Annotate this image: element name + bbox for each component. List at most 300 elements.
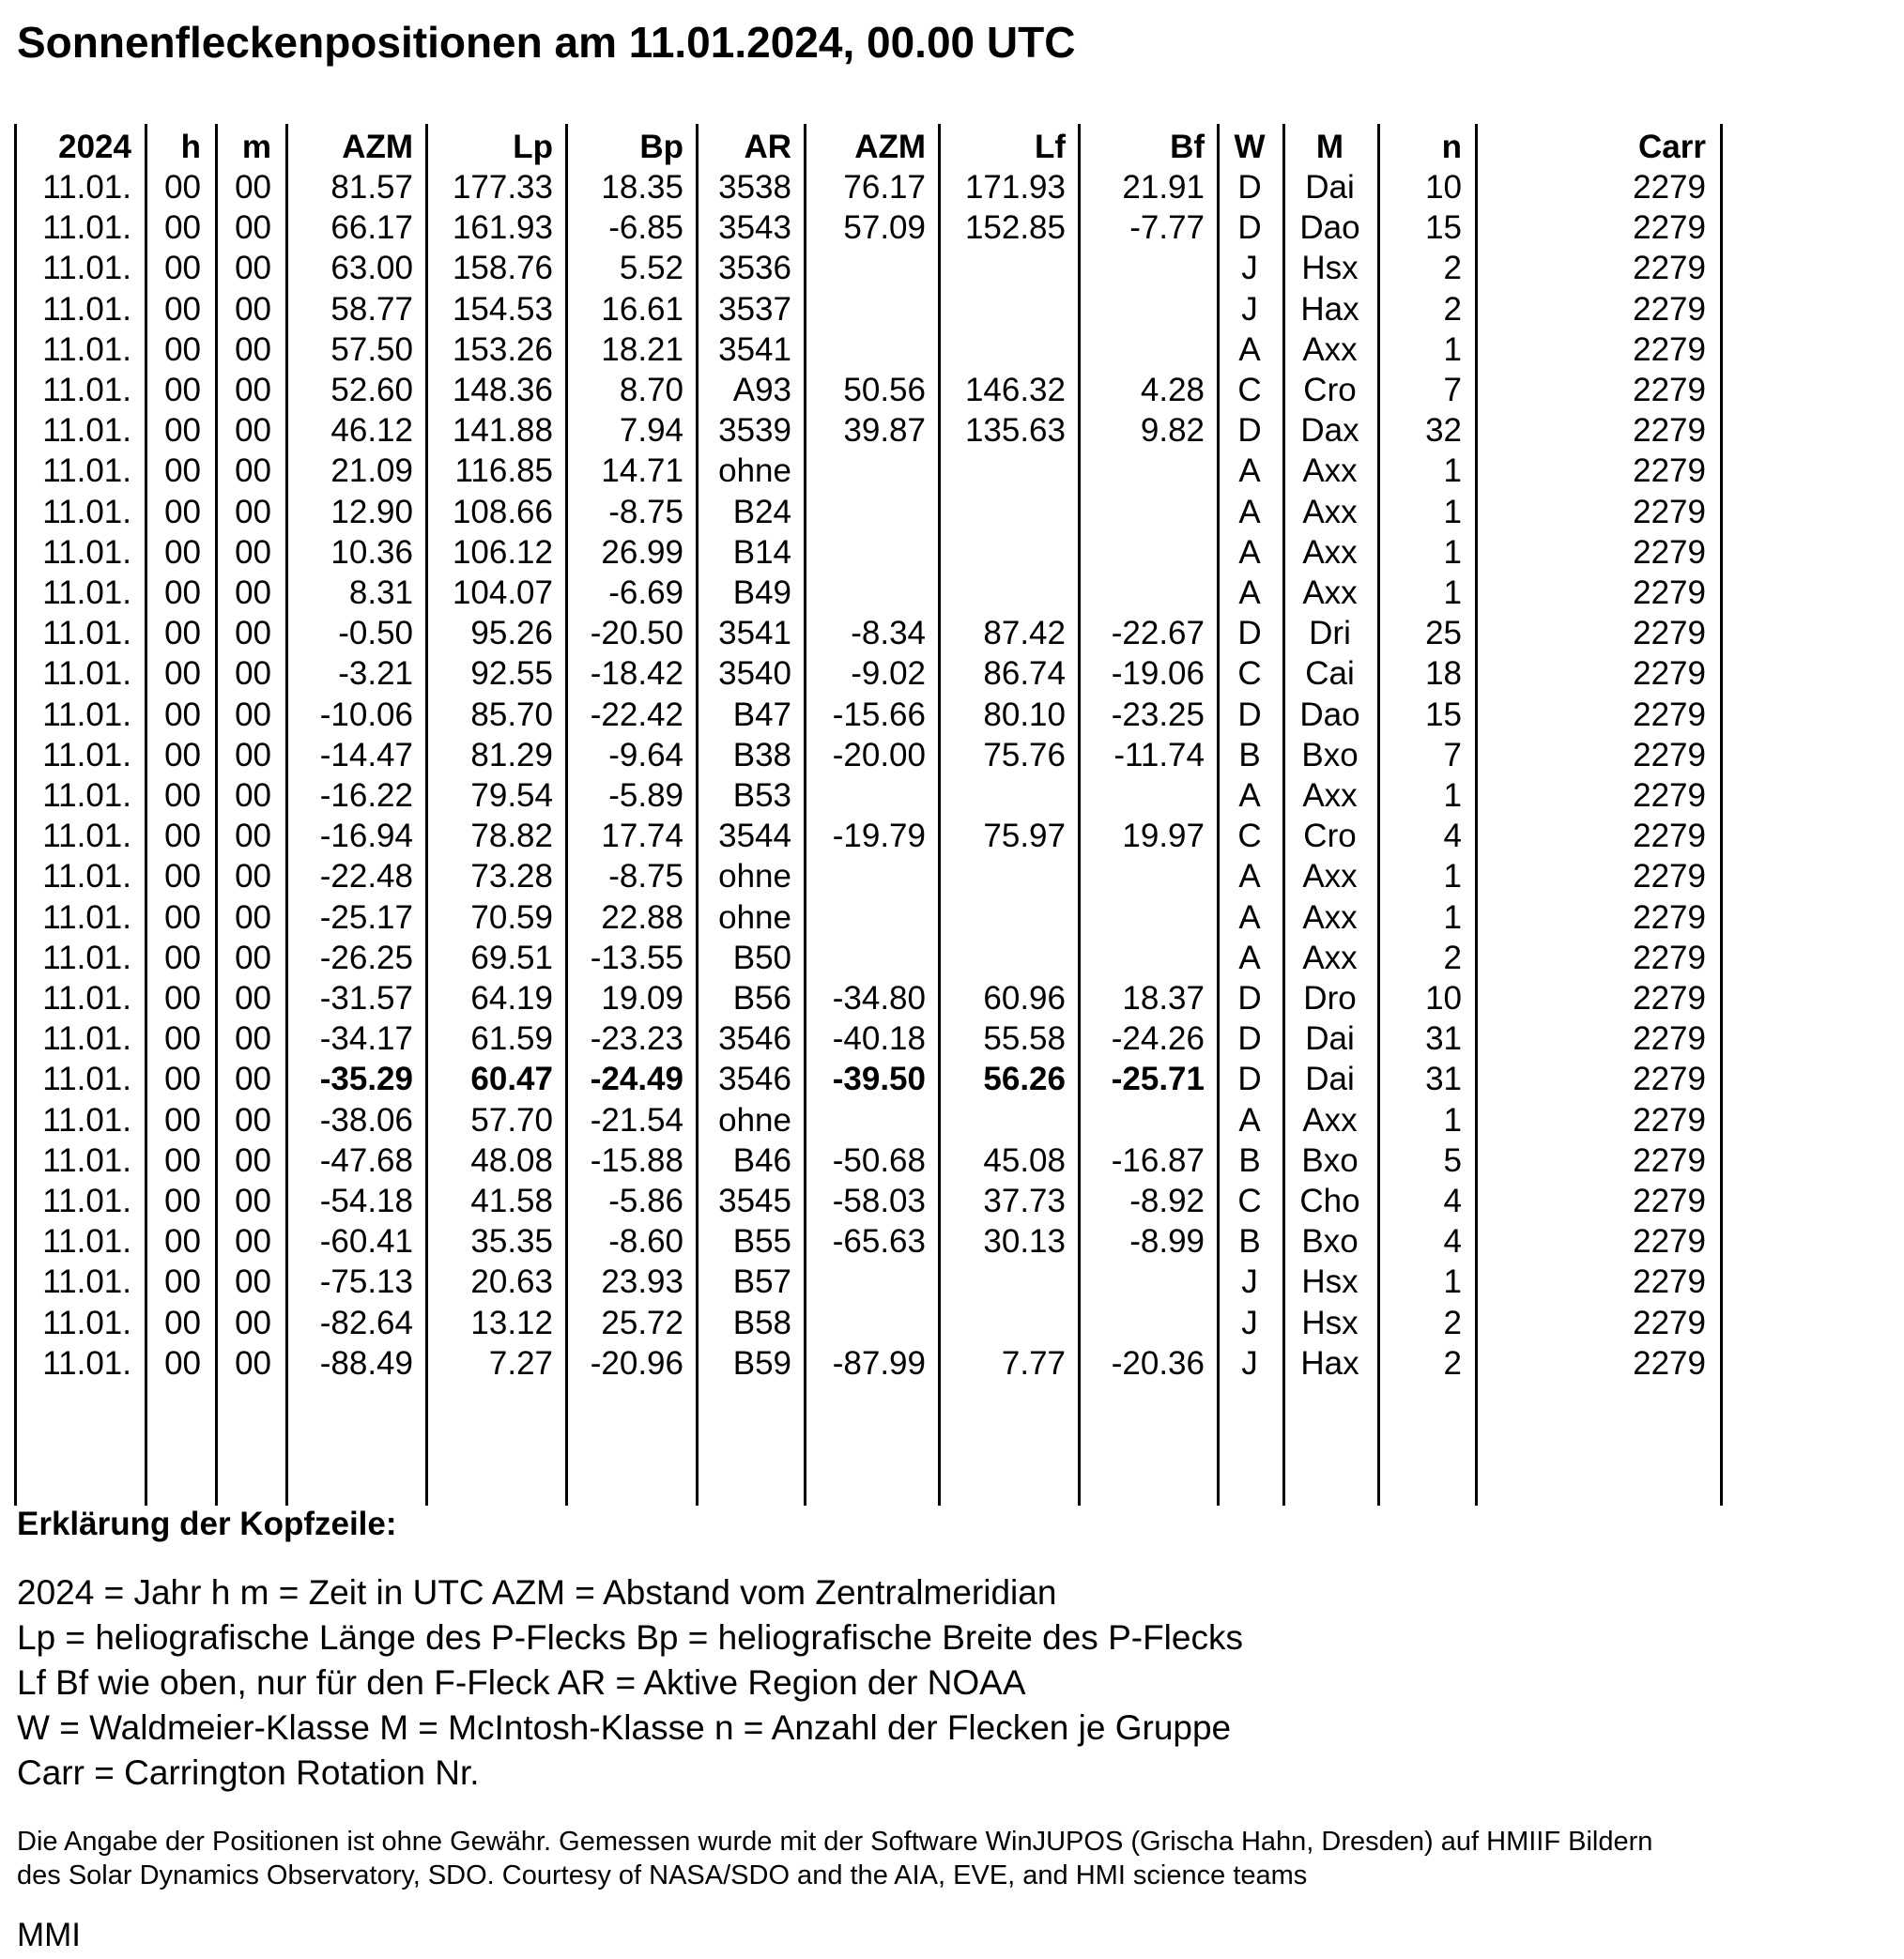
table-cell-minute: 00	[235, 209, 271, 246]
table-cell-mcintosh: Bxo	[1301, 1223, 1359, 1260]
table-cell-azm-f: -15.66	[832, 696, 926, 733]
table-cell-ar: 3543	[718, 209, 791, 246]
table-cell-azm-p: -26.25	[319, 940, 413, 976]
table-cell-count: 25	[1425, 615, 1462, 651]
table-cell-minute: 00	[235, 696, 271, 733]
table-cell-bp: 22.88	[601, 899, 683, 936]
signature: MMI	[17, 1917, 82, 1953]
table-cell-lf: 86.74	[983, 655, 1066, 692]
table-cell-date: 11.01.	[42, 615, 131, 651]
table-cell-bf: -22.67	[1111, 615, 1205, 651]
table-cell-lf: 55.58	[983, 1020, 1066, 1057]
table-cell-azm-f: -39.50	[832, 1061, 926, 1097]
table-cell-waldmeier: J	[1241, 1345, 1258, 1382]
header-lp: Lp	[513, 129, 553, 165]
table-cell-azm-p: 81.57	[330, 169, 413, 206]
table-cell-hour: 00	[164, 737, 201, 773]
table-cell-bf	[1078, 1303, 1205, 1343]
header-waldmeier: W	[1234, 129, 1266, 165]
table-cell-bp: -22.42	[590, 696, 683, 733]
table-cell-minute: 00	[235, 899, 271, 936]
table-cell-bp: -5.86	[608, 1183, 683, 1219]
table-cell-azm-p: -31.57	[319, 980, 413, 1017]
table-cell-azm-f: 76.17	[843, 169, 926, 206]
table-cell-azm-f: -87.99	[832, 1345, 926, 1382]
table-cell-azm-p: -47.68	[319, 1142, 413, 1179]
table-cell-waldmeier: C	[1237, 655, 1262, 692]
table-cell-waldmeier: B	[1238, 1223, 1261, 1260]
table-cell-mcintosh: Hsx	[1301, 1263, 1359, 1300]
table-cell-minute: 00	[235, 777, 271, 814]
table-cell-waldmeier: J	[1241, 1305, 1258, 1341]
table-cell-azm-f: -8.34	[851, 615, 926, 651]
table-cell-ar: ohne	[718, 899, 791, 936]
table-cell-waldmeier: A	[1238, 494, 1261, 530]
legend-line: W = Waldmeier-Klasse M = McIntosh-Klasse n = Anzahl der Flecken je Gruppe	[17, 1708, 1232, 1747]
table-cell-mcintosh: Dai	[1305, 169, 1355, 206]
table-cell-bp: -24.49	[590, 1061, 683, 1097]
table-cell-count: 10	[1425, 980, 1462, 1017]
table-cell-waldmeier: J	[1241, 1263, 1258, 1300]
disclaimer-line: des Solar Dynamics Observatory, SDO. Courtesy of NASA/SDO and the AIA, EVE, and HMI science teams	[17, 1860, 1308, 1890]
table-cell-mcintosh: Axx	[1302, 940, 1358, 976]
table-cell-ar: 3538	[718, 169, 791, 206]
table-cell-lp: 61.59	[470, 1020, 553, 1057]
table-cell-bp: -9.64	[608, 737, 683, 773]
table-cell-bf	[1078, 856, 1205, 896]
table-cell-lp: 73.28	[470, 858, 553, 895]
table-cell-bf	[1078, 775, 1205, 816]
table-cell-ar: B47	[732, 696, 791, 733]
table-cell-bp: 14.71	[601, 452, 683, 489]
table-cell-lf: 80.10	[983, 696, 1066, 733]
table-cell-waldmeier: A	[1238, 574, 1261, 611]
table-cell-ar: 3539	[718, 412, 791, 449]
table-cell-count: 1	[1443, 494, 1462, 530]
table-cell-carrington: 2279	[1633, 777, 1706, 814]
table-cell-carrington: 2279	[1633, 1061, 1706, 1097]
table-cell-hour: 00	[164, 209, 201, 246]
table-cell-count: 2	[1443, 291, 1462, 328]
table-cell-mcintosh: Hsx	[1301, 1305, 1359, 1341]
table-cell-lf: 45.08	[983, 1142, 1066, 1179]
table-cell-date: 11.01.	[42, 1061, 131, 1097]
table-cell-ar: B56	[732, 980, 791, 1017]
table-cell-count: 31	[1425, 1061, 1462, 1097]
table-cell-mcintosh: Axx	[1302, 777, 1358, 814]
table-cell-hour: 00	[164, 1223, 201, 1260]
table-cell-hour: 00	[164, 1183, 201, 1219]
table-cell-ar: 3540	[718, 655, 791, 692]
table-cell-azm-f: -19.79	[832, 818, 926, 854]
table-cell-ar: B49	[732, 574, 791, 611]
table-cell-waldmeier: D	[1237, 1061, 1262, 1097]
table-cell-mcintosh: Hsx	[1301, 250, 1359, 286]
table-cell-azm-p: 12.90	[330, 494, 413, 530]
header-bp: Bp	[639, 129, 683, 165]
table-cell-azm-f	[804, 897, 926, 938]
table-cell-azm-f: -9.02	[851, 655, 926, 692]
table-cell-bp: -15.88	[590, 1142, 683, 1179]
table-cell-azm-p: -16.22	[319, 777, 413, 814]
table-cell-carrington: 2279	[1633, 412, 1706, 449]
table-cell-waldmeier: A	[1238, 940, 1261, 976]
table-cell-mcintosh: Axx	[1302, 574, 1358, 611]
table-cell-bf: 4.28	[1140, 372, 1205, 408]
table-cell-bf: -8.92	[1129, 1183, 1205, 1219]
table-cell-carrington: 2279	[1633, 980, 1706, 1017]
table-cell-azm-p: 8.31	[348, 574, 413, 611]
table-cell-minute: 00	[235, 1102, 271, 1139]
table-cell-lf: 7.77	[1001, 1345, 1066, 1382]
table-cell-count: 5	[1443, 1142, 1462, 1179]
table-cell-azm-p: -22.48	[319, 858, 413, 895]
table-cell-carrington: 2279	[1633, 574, 1706, 611]
table-cell-count: 2	[1443, 1305, 1462, 1341]
table-cell-waldmeier: D	[1237, 615, 1262, 651]
table-cell-ar: ohne	[718, 858, 791, 895]
table-cell-hour: 00	[164, 615, 201, 651]
table-cell-carrington: 2279	[1633, 696, 1706, 733]
table-cell-azm-f: -65.63	[832, 1223, 926, 1260]
table-cell-azm-p: 21.09	[330, 452, 413, 489]
table-cell-bp: -20.96	[590, 1345, 683, 1382]
table-cell-lp: 153.26	[452, 331, 553, 368]
table-cell-azm-p: -88.49	[319, 1345, 413, 1382]
table-cell-bp: 7.94	[619, 412, 683, 449]
table-cell-azm-p: -14.47	[319, 737, 413, 773]
legend-line: 2024 = Jahr h m = Zeit in UTC AZM = Abstand vom Zentralmeridian	[17, 1573, 1057, 1612]
table-cell-lp: 177.33	[452, 169, 553, 206]
table-cell-count: 32	[1425, 412, 1462, 449]
legend-title: Erklärung der Kopfzeile:	[17, 1506, 397, 1542]
header-lf: Lf	[1034, 129, 1066, 165]
table-cell-lf	[938, 451, 1066, 491]
table-cell-azm-p: -60.41	[319, 1223, 413, 1260]
table-cell-hour: 00	[164, 899, 201, 936]
table-cell-ar: B50	[732, 940, 791, 976]
table-cell-carrington: 2279	[1633, 1102, 1706, 1139]
table-cell-waldmeier: C	[1237, 372, 1262, 408]
table-cell-lp: 92.55	[470, 655, 553, 692]
table-cell-mcintosh: Cai	[1305, 655, 1355, 692]
table-cell-count: 4	[1443, 1223, 1462, 1260]
table-cell-azm-f	[804, 1262, 926, 1302]
table-cell-lf	[938, 775, 1066, 816]
table-cell-hour: 00	[164, 291, 201, 328]
table-cell-minute: 00	[235, 655, 271, 692]
table-cell-ar: 3546	[718, 1061, 791, 1097]
table-cell-bf: -25.71	[1111, 1061, 1205, 1097]
table-cell-date: 11.01.	[42, 1020, 131, 1057]
table-cell-azm-f	[804, 573, 926, 613]
table-cell-azm-f	[804, 289, 926, 329]
table-cell-date: 11.01.	[42, 818, 131, 854]
table-cell-minute: 00	[235, 574, 271, 611]
table-cell-bf	[1078, 1262, 1205, 1302]
table-cell-mcintosh: Axx	[1302, 899, 1358, 936]
table-cell-mcintosh: Axx	[1302, 452, 1358, 489]
table-cell-carrington: 2279	[1633, 372, 1706, 408]
table-cell-count: 1	[1443, 331, 1462, 368]
table-cell-azm-f	[804, 1100, 926, 1140]
table-cell-lp: 108.66	[452, 494, 553, 530]
table-cell-azm-p: 63.00	[330, 250, 413, 286]
table-cell-carrington: 2279	[1633, 452, 1706, 489]
table-cell-count: 1	[1443, 1263, 1462, 1300]
table-cell-bp: 16.61	[601, 291, 683, 328]
table-cell-lf	[938, 938, 1066, 978]
table-cell-azm-f	[804, 938, 926, 978]
header-azm-p: AZM	[342, 129, 413, 165]
table-cell-bp: -8.75	[608, 858, 683, 895]
table-cell-waldmeier: J	[1241, 291, 1258, 328]
table-cell-count: 4	[1443, 1183, 1462, 1219]
table-cell-carrington: 2279	[1633, 1305, 1706, 1341]
table-cell-hour: 00	[164, 655, 201, 692]
table-cell-date: 11.01.	[42, 777, 131, 814]
table-cell-bf	[1078, 532, 1205, 573]
table-cell-mcintosh: Hax	[1300, 1345, 1359, 1382]
table-cell-count: 2	[1443, 1345, 1462, 1382]
table-cell-bp: -8.60	[608, 1223, 683, 1260]
table-cell-azm-p: 52.60	[330, 372, 413, 408]
table-cell-mcintosh: Dao	[1299, 696, 1360, 733]
table-cell-bf: -24.26	[1111, 1020, 1205, 1057]
table-cell-carrington: 2279	[1633, 818, 1706, 854]
table-cell-bf: -11.74	[1113, 737, 1205, 773]
table-cell-mcintosh: Bxo	[1301, 737, 1359, 773]
table-cell-hour: 00	[164, 412, 201, 449]
table-cell-lf: 60.96	[983, 980, 1066, 1017]
table-cell-hour: 00	[164, 331, 201, 368]
table-cell-count: 4	[1443, 818, 1462, 854]
table-cell-lp: 60.47	[470, 1061, 553, 1097]
table-cell-ar: B14	[732, 534, 791, 571]
table-cell-azm-f: 39.87	[843, 412, 926, 449]
table-cell-lf	[938, 856, 1066, 896]
header-carrington: Carr	[1638, 129, 1706, 165]
table-cell-minute: 00	[235, 858, 271, 895]
table-cell-azm-f	[804, 329, 926, 370]
table-cell-carrington: 2279	[1633, 169, 1706, 206]
table-cell-lp: 95.26	[470, 615, 553, 651]
table-cell-waldmeier: A	[1238, 858, 1261, 895]
table-cell-ar: B46	[732, 1142, 791, 1179]
table-cell-ar: ohne	[718, 452, 791, 489]
table-cell-minute: 00	[235, 1142, 271, 1179]
table-cell-ar: 3537	[718, 291, 791, 328]
table-cell-ar: 3541	[718, 331, 791, 368]
table-cell-bp: 18.21	[601, 331, 683, 368]
table-cell-lp: 158.76	[452, 250, 553, 286]
table-cell-bf: -23.25	[1111, 696, 1205, 733]
table-cell-bp: -13.55	[590, 940, 683, 976]
table-cell-mcintosh: Axx	[1302, 331, 1358, 368]
table-cell-azm-p: 10.36	[330, 534, 413, 571]
table-cell-bf: -20.36	[1111, 1345, 1205, 1382]
table-cell-lp: 116.85	[454, 452, 553, 489]
table-cell-bf: -16.87	[1111, 1142, 1205, 1179]
table-cell-count: 31	[1425, 1020, 1462, 1057]
table-cell-lp: 85.70	[470, 696, 553, 733]
table-cell-lf	[938, 1303, 1066, 1343]
table-cell-date: 11.01.	[42, 1183, 131, 1219]
header-mcintosh: M	[1315, 129, 1344, 165]
table-cell-date: 11.01.	[42, 494, 131, 530]
table-cell-waldmeier: A	[1238, 534, 1261, 571]
table-cell-ar: ohne	[718, 1102, 791, 1139]
table-cell-lf	[938, 248, 1066, 288]
table-cell-date: 11.01.	[42, 372, 131, 408]
table-cell-hour: 00	[164, 818, 201, 854]
table-cell-bf: -8.99	[1129, 1223, 1205, 1260]
table-cell-lp: 154.53	[452, 291, 553, 328]
table-cell-hour: 00	[164, 1142, 201, 1179]
table-cell-count: 1	[1443, 574, 1462, 611]
table-cell-carrington: 2279	[1633, 1142, 1706, 1179]
table-cell-ar: B24	[732, 494, 791, 530]
table-cell-date: 11.01.	[42, 291, 131, 328]
table-cell-minute: 00	[235, 291, 271, 328]
table-cell-count: 2	[1443, 940, 1462, 976]
table-cell-mcintosh: Dao	[1299, 209, 1360, 246]
table-cell-waldmeier: C	[1237, 1183, 1262, 1219]
table-cell-ar: 3536	[718, 250, 791, 286]
table-cell-waldmeier: A	[1238, 899, 1261, 936]
table-cell-count: 15	[1425, 209, 1462, 246]
table-cell-lf: 75.76	[983, 737, 1066, 773]
table-cell-lp: 141.88	[452, 412, 553, 449]
table-cell-date: 11.01.	[42, 940, 131, 976]
table-cell-date: 11.01.	[42, 858, 131, 895]
table-cell-bp: 18.35	[601, 169, 683, 206]
table-cell-carrington: 2279	[1633, 1223, 1706, 1260]
table-cell-bp: -5.89	[608, 777, 683, 814]
table-cell-date: 11.01.	[42, 1102, 131, 1139]
header-minute: m	[241, 129, 271, 165]
table-cell-bf: 19.97	[1122, 818, 1205, 854]
table-cell-bp: 19.09	[601, 980, 683, 1017]
header-date: 2024	[58, 129, 131, 165]
table-cell-azm-p: 57.50	[330, 331, 413, 368]
table-cell-azm-f	[804, 1303, 926, 1343]
table-cell-minute: 00	[235, 737, 271, 773]
table-cell-date: 11.01.	[42, 655, 131, 692]
table-cell-date: 11.01.	[42, 1223, 131, 1260]
table-cell-lf: 171.93	[964, 169, 1066, 206]
table-cell-waldmeier: A	[1238, 452, 1261, 489]
table-cell-minute: 00	[235, 1223, 271, 1260]
table-cell-count: 1	[1443, 899, 1462, 936]
table-cell-bf	[1078, 573, 1205, 613]
table-cell-lf	[938, 532, 1066, 573]
table-cell-date: 11.01.	[42, 1263, 131, 1300]
header-azm-f: AZM	[854, 129, 926, 165]
table-cell-bp: 25.72	[601, 1305, 683, 1341]
table-cell-hour: 00	[164, 452, 201, 489]
table-cell-ar: B58	[732, 1305, 791, 1341]
table-cell-mcintosh: Dri	[1309, 615, 1351, 651]
table-cell-hour: 00	[164, 169, 201, 206]
table-cell-count: 1	[1443, 1102, 1462, 1139]
table-cell-minute: 00	[235, 452, 271, 489]
table-cell-hour: 00	[164, 372, 201, 408]
header-count: n	[1441, 129, 1462, 165]
table-cell-minute: 00	[235, 1305, 271, 1341]
table-cell-azm-f: -50.68	[832, 1142, 926, 1179]
table-cell-minute: 00	[235, 169, 271, 206]
table-cell-lf: 146.32	[964, 372, 1066, 408]
table-cell-count: 1	[1443, 777, 1462, 814]
table-cell-lp: 48.08	[470, 1142, 553, 1179]
table-cell-bp: -20.50	[590, 615, 683, 651]
table-cell-bf: 21.91	[1122, 169, 1205, 206]
table-cell-lf: 135.63	[964, 412, 1066, 449]
table-cell-minute: 00	[235, 534, 271, 571]
table-cell-minute: 00	[235, 940, 271, 976]
table-cell-ar: A93	[732, 372, 791, 408]
table-cell-carrington: 2279	[1633, 899, 1706, 936]
table-cell-carrington: 2279	[1633, 858, 1706, 895]
table-cell-bp: -21.54	[590, 1102, 683, 1139]
table-cell-ar: B59	[732, 1345, 791, 1382]
table-cell-ar: B55	[732, 1223, 791, 1260]
table-cell-mcintosh: Cho	[1299, 1183, 1360, 1219]
table-cell-azm-p: -35.29	[319, 1061, 413, 1097]
table-cell-bp: 26.99	[601, 534, 683, 571]
table-cell-lf: 37.73	[983, 1183, 1066, 1219]
table-cell-hour: 00	[164, 1305, 201, 1341]
table-cell-minute: 00	[235, 494, 271, 530]
table-cell-ar: 3546	[718, 1020, 791, 1057]
table-cell-date: 11.01.	[42, 1305, 131, 1341]
table-cell-waldmeier: J	[1241, 250, 1258, 286]
table-cell-ar: B57	[732, 1263, 791, 1300]
table-cell-waldmeier: B	[1238, 1142, 1261, 1179]
table-cell-azm-p: -3.21	[338, 655, 413, 692]
table-cell-lp: 57.70	[470, 1102, 553, 1139]
table-cell-count: 1	[1443, 534, 1462, 571]
table-cell-lf	[938, 492, 1066, 532]
table-cell-date: 11.01.	[42, 250, 131, 286]
table-cell-bf	[1078, 492, 1205, 532]
table-cell-date: 11.01.	[42, 169, 131, 206]
column-divider	[1720, 124, 1723, 1506]
disclaimer-line: Die Angabe der Positionen ist ohne Gewähr. Gemessen wurde mit der Software WinJUPOS (Grischa Hahn, Dresden) auf HMIIF Bildern	[17, 1827, 1653, 1857]
table-cell-hour: 00	[164, 980, 201, 1017]
table-cell-date: 11.01.	[42, 412, 131, 449]
table-cell-minute: 00	[235, 980, 271, 1017]
table-cell-carrington: 2279	[1633, 1183, 1706, 1219]
table-cell-lf	[938, 1100, 1066, 1140]
table-cell-hour: 00	[164, 1345, 201, 1382]
legend-line: Lf Bf wie oben, nur für den F-Fleck AR = Aktive Region der NOAA	[17, 1663, 1026, 1702]
table-cell-count: 2	[1443, 250, 1462, 286]
table-cell-hour: 00	[164, 1061, 201, 1097]
table-cell-carrington: 2279	[1633, 291, 1706, 328]
table-cell-count: 7	[1443, 737, 1462, 773]
table-cell-lf	[938, 289, 1066, 329]
table-cell-azm-f	[804, 248, 926, 288]
table-cell-azm-p: -25.17	[319, 899, 413, 936]
table-cell-date: 11.01.	[42, 737, 131, 773]
table-cell-azm-f: -40.18	[832, 1020, 926, 1057]
table-cell-bf	[1078, 897, 1205, 938]
table-cell-mcintosh: Axx	[1302, 494, 1358, 530]
table-cell-azm-p: -0.50	[338, 615, 413, 651]
table-cell-mcintosh: Axx	[1302, 534, 1358, 571]
